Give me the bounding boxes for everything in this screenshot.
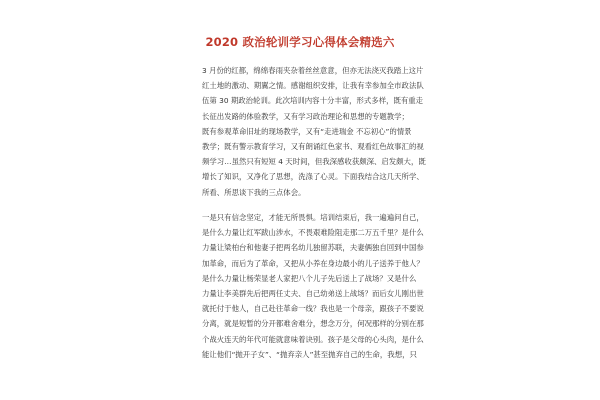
paragraph-line: 个战火连天的年代可能就意味着诀别。孩子是父母的心头肉，是什么 bbox=[202, 334, 424, 344]
paragraph-line: 力量让梁柏台和他妻子把两名幼儿独留苏联，夫妻俩独自回到中国参 bbox=[202, 243, 424, 253]
paragraph-line: 就托付于他人，自己赴往革命一线？我也是一个母亲，跟孩子不要说 bbox=[202, 304, 424, 314]
paragraph-line: 能让他们“抛开子女”、“抛弃亲人”甚至抛弃自己的生命，我想，只 bbox=[202, 349, 417, 359]
paragraph-line: 分离，就是短暂的分开都难舍难分，想念万分，何况那样的分别在那 bbox=[202, 319, 424, 329]
paragraph-line: 长征出发路的体验教学，又有学习政治理论和思想的专题教学； bbox=[202, 111, 409, 121]
paragraph-line: 教学；既有警示教育学习，又有朗诵红色家书、观看红色故事汇的视 bbox=[202, 141, 424, 151]
intro-paragraph bbox=[202, 63, 426, 200]
paragraph-line: 3 月份的红都，绵绵春雨夹杂着丝丝意意，但亦无法浇灭我踏上这片 bbox=[202, 66, 424, 75]
paragraph-line: 红土地的激动、期翼之情。感谢组织安排，让我有幸参加全市政法队 bbox=[202, 81, 424, 91]
first-point-paragraph bbox=[202, 210, 424, 362]
paragraph-line: 频学习…虽然只有短短 4 天时间，但我深感收获颇深、启发颇大，既 bbox=[202, 157, 426, 167]
document-title: 2020 政治轮训学习心得体会精选六 bbox=[205, 35, 395, 49]
paragraph-line: 所看、所思谈下我的三点体会。 bbox=[202, 187, 306, 197]
paragraph-line: 既有参观革命旧址的现场教学，又有“走进瑞金 不忘初心”的情景 bbox=[202, 126, 412, 136]
paragraph-line: 伍第 30 期政治轮训。此次培训内容十分丰富，形式多样，既有重走 bbox=[202, 96, 424, 106]
paragraph-line: 是什么力量让杨荣显老人家把八个儿子先后送上了战场？又是什么 bbox=[202, 273, 417, 283]
paragraph-line: 是什么力量让红军跋山涉水，不畏艰难险阻走那二万五千里？是什么 bbox=[202, 228, 424, 238]
paragraph-line: 一是只有信念坚定，才能无所畏惧。培训结束后，我一遍遍问自己， bbox=[202, 213, 424, 222]
paragraph-line: 力量让李美群先后把两任丈夫、自己幼弟送上战场？而后女儿刚出世 bbox=[202, 288, 424, 298]
paragraph-line: 增长了知识，又净化了思想，洗涤了心灵。下面我结合这几天所学、 bbox=[202, 172, 424, 182]
paragraph-line: 加革命，而后为了革命，又把从小养在身边最小的儿子送养于他人？ bbox=[202, 258, 424, 268]
